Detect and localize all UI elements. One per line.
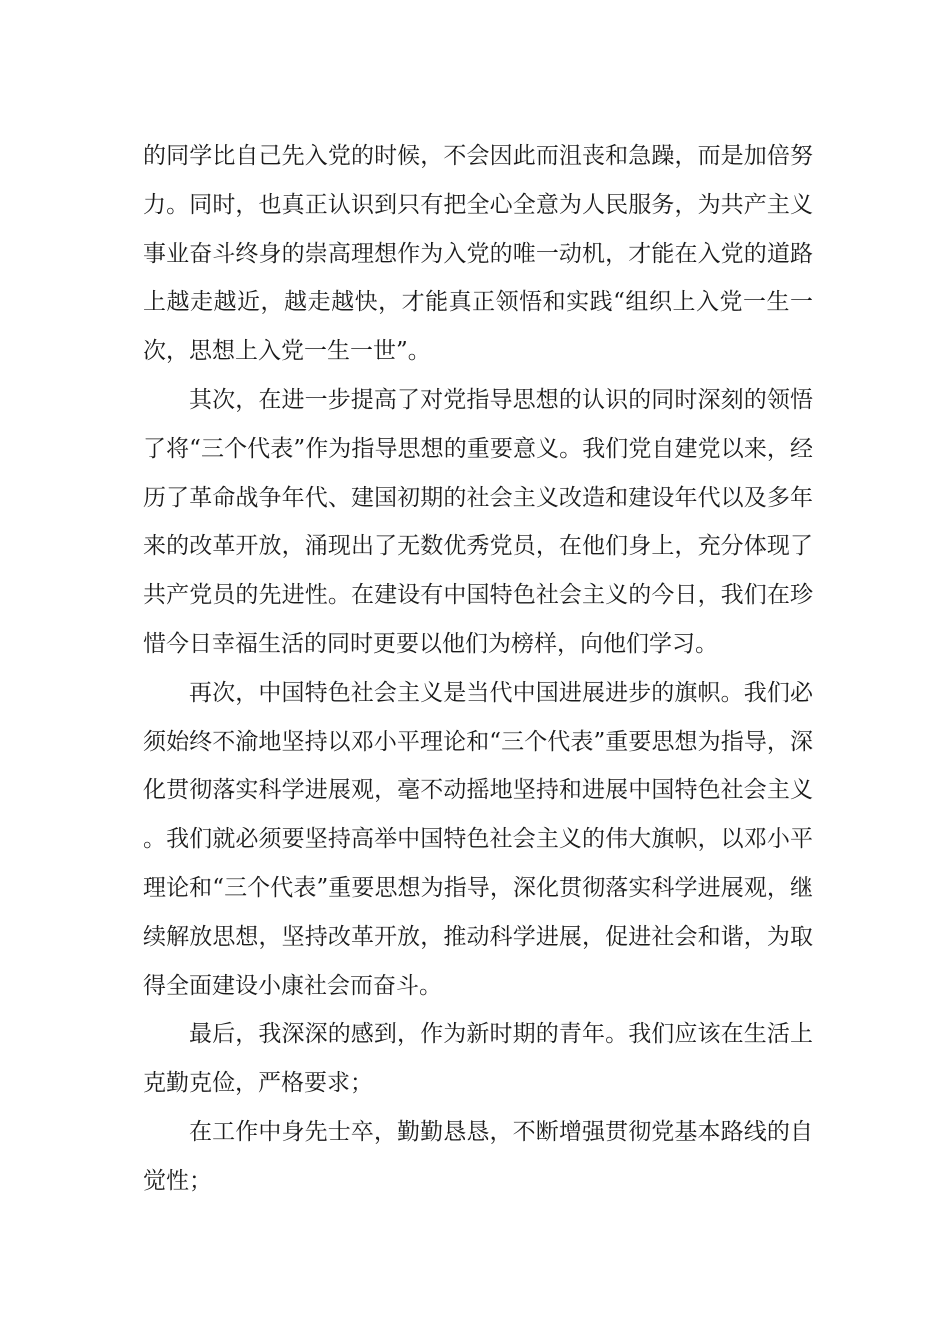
paragraph-2: 其次，在进一步提高了对党指导思想的认识的同时深刻的领悟了将“三个代表”作为指导思想的重要意义。我们党自建党以来，经历了革命战争年代、建国初期的社会主义改造和建设年代以及多年来的改革开放，涌现出了无数优秀党员，在他们身上，充分体现了共产党员的先进性。在建设有中国特色社会主义的今日，我们在珍惜今日幸福生活的同时更要以他们为榜样，向他们学习。 <box>143 386 813 657</box>
paragraph-3: 再次，中国特色社会主义是当代中国进展进步的旗帜。我们必须始终不渝地坚持以邓小平理论和“三个代表”重要思想为指导，深化贯彻落实科学进展观，毫不动摇地坚持和进展中国特色社会主义。我们就必须要坚持高举中国特色社会主义的伟大旗帜，以邓小平理论和“三个代表”重要思想为指导，深化贯彻落实科学进展观，继续解放思想，坚持改革开放，推动科学进展，促进社会和谐，为取得全面建设小康社会而奋斗。 <box>143 679 813 999</box>
paragraph-4: 最后，我深深的感到，作为新时期的青年。我们应该在生活上克勤克俭，严格要求； <box>143 1021 813 1097</box>
document-body <box>143 132 813 1206</box>
paragraph-1: 的同学比自己先入党的时候，不会因此而沮丧和急躁，而是加倍努力。同时，也真正认识到只有把全心全意为人民服务，为共产主义事业奋斗终身的崇高理想作为入党的唯一动机，才能在入党的道路上越走越近，越走越快，才能真正领悟和实践“组织上入党一生一次，思想上入党一生一世”。 <box>143 143 813 365</box>
paragraph-5: 在工作中身先士卒，勤勤恳恳，不断增强贯彻党基本路线的自觉性； <box>143 1118 813 1194</box>
